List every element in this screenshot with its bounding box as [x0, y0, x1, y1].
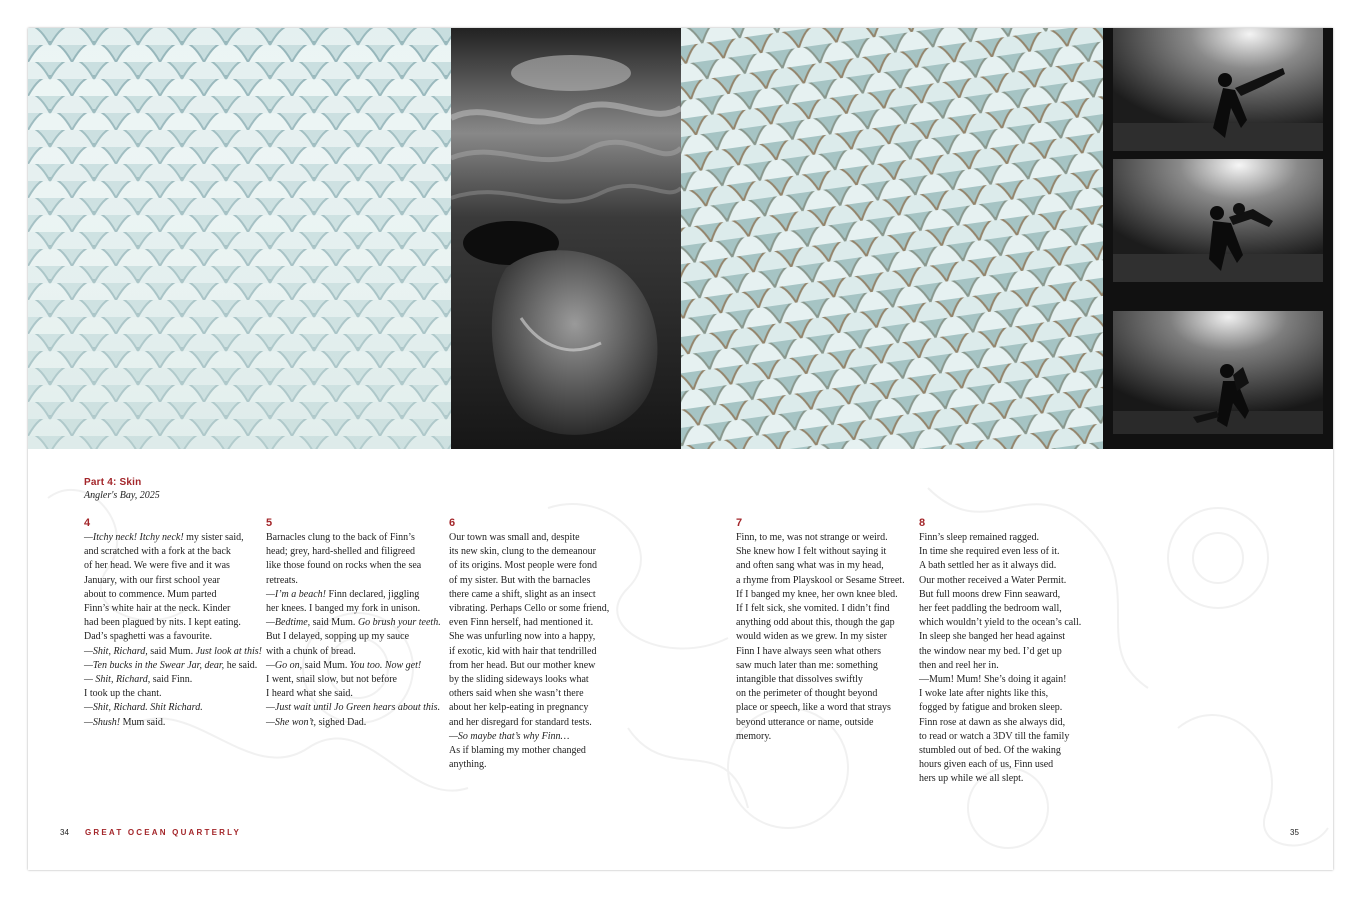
text-line: A bath settled her as it always did. — [919, 560, 1057, 572]
section-title: Part 4: Skin — [84, 477, 142, 488]
column-body — [84, 531, 262, 730]
filmstrip-frame-2 — [1113, 159, 1323, 282]
page-number-right: 35 — [1290, 828, 1299, 837]
text-line: would widen as we grew. In my sister — [736, 631, 887, 643]
text-line: I woke late after nights like this, — [919, 688, 1049, 700]
text-line: fogged by fatigue and broken sleep. — [919, 702, 1063, 714]
text-line: had been plagued by nits. I kept eating. — [84, 617, 241, 629]
fish-scales-photo-left — [28, 28, 451, 449]
text-line: the window near my bed. I’d get up — [919, 645, 1062, 657]
text-line: Finn I have always seen what others — [736, 645, 881, 657]
text-line: saw much later than me: something — [736, 659, 878, 671]
text-line: her feet paddling the bedroom wall, — [919, 603, 1062, 615]
text-line: and her disregard for standard tests. — [449, 716, 592, 728]
text-line: memory. — [736, 730, 772, 742]
underwater-swimmer-photo — [451, 28, 681, 449]
text-line: a rhyme from Playskool or Sesame Street. — [736, 574, 905, 586]
text-line: She knew how I felt without saying it — [736, 546, 887, 558]
text-column-4 — [84, 517, 262, 730]
column-body — [449, 531, 619, 772]
text-line: which wouldn’t yield to the ocean’s call. — [919, 617, 1082, 629]
text-line: Finn rose at dawn as she always did, — [919, 716, 1066, 728]
text-line: Dad’s spaghetti was a favourite. — [84, 631, 213, 643]
text-line: January, with our first school year — [84, 574, 220, 586]
text-line: As if blaming my mother changed — [449, 745, 586, 757]
text-line: on the perimeter of thought beyond — [736, 688, 878, 700]
text-line: In time she required even less of it. — [919, 546, 1060, 558]
text-line: her knees. I banged my fork in unison. — [266, 603, 421, 615]
text-line: —She won’t, sighed Dad. — [266, 716, 367, 728]
text-line: if exotic, kid with hair that tendrilled — [449, 645, 597, 657]
text-line: hours given each of us, Finn used — [919, 759, 1054, 771]
text-line: — Shit, Richard, said Finn. — [84, 674, 193, 686]
text-line: to read or watch a 3DV till the family — [919, 730, 1070, 742]
text-line: retreats. — [266, 574, 298, 586]
text-line: —Shit, Richard, said Mum. Just look at this! — [84, 645, 262, 657]
text-line: anything. — [449, 759, 487, 771]
text-line: I heard what she said. — [266, 688, 353, 700]
text-line: But full moons drew Finn seaward, — [919, 588, 1061, 600]
text-line: like those found on rocks when the sea — [266, 560, 422, 572]
text-line: and scratched with a fork at the back — [84, 546, 231, 558]
text-column-5 — [266, 517, 441, 730]
text-line: Our town was small and, despite — [449, 532, 580, 543]
text-line: She was unfurling now into a happy, — [449, 631, 596, 643]
text-line: of her head. We were five and it was — [84, 560, 230, 572]
text-line: —So maybe that’s why Finn… — [449, 730, 570, 742]
text-line: But I delayed, sopping up my sauce — [266, 631, 410, 643]
text-line: of its origins. Most people were fond — [449, 560, 598, 572]
text-line: —Shush! Mum said. — [84, 716, 166, 728]
text-line: about her kelp-eating in pregnancy — [449, 702, 589, 714]
section-number: 8 — [919, 517, 926, 529]
text-line: from her head. But our mother knew — [449, 659, 596, 671]
text-line: intangible that dissolves swiftly — [736, 674, 863, 686]
text-line: I went, snail slow, but not before — [266, 674, 397, 686]
text-line: —Itchy neck! Itchy neck! my sister said, — [84, 532, 244, 543]
text-line: then and reel her in. — [919, 659, 999, 671]
text-line: —I’m a beach! Finn declared, jiggling — [266, 588, 420, 600]
text-line: —Mum! Mum! She’s doing it again! — [919, 674, 1067, 686]
text-line: If I felt sick, she vomited. I didn’t find — [736, 603, 890, 615]
magazine-spread — [28, 28, 1333, 870]
text-line: stumbled out of bed. Of the waking — [919, 745, 1061, 757]
text-line: anything odd about this, though the gap — [736, 617, 895, 629]
text-line: —Go on, said Mum. You too. Now get! — [266, 659, 422, 671]
text-line: beyond utterance or name, outside — [736, 716, 874, 728]
text-line: of my sister. But with the barnacles — [449, 574, 591, 586]
magazine-title: GREAT OCEAN QUARTERLY — [85, 828, 241, 837]
text-line: —Ten bucks in the Swear Jar, dear, he said. — [84, 659, 258, 671]
section-number: 6 — [449, 517, 456, 529]
section-subtitle: Angler's Bay, 2025 — [84, 490, 160, 501]
text-line: —Just wait until Jo Green hears about this. — [266, 702, 441, 714]
text-column-6 — [449, 517, 619, 772]
column-body — [266, 531, 441, 730]
text-line: Barnacles clung to the back of Finn’s — [266, 532, 415, 543]
fish-scales-photo-right — [681, 28, 1103, 449]
text-line: If I banged my knee, her own knee bled. — [736, 588, 898, 600]
text-line: by the sliding sideways looks what — [449, 674, 589, 686]
text-line: with a chunk of bread. — [266, 645, 356, 657]
text-line: Finn, to me, was not strange or weird. — [736, 532, 888, 543]
text-line: there came a shift, slight as an insect — [449, 588, 596, 600]
text-line: head; grey, hard-shelled and filigreed — [266, 546, 416, 558]
text-line: even Finn herself, had mentioned it. — [449, 617, 594, 629]
page-number-left: 34 — [60, 828, 69, 837]
column-body — [919, 531, 1089, 787]
text-line: others said when she wasn’t there — [449, 688, 584, 700]
text-line: hers up while we all slept. — [919, 773, 1024, 785]
text-line: Our mother received a Water Permit. — [919, 574, 1067, 586]
section-number: 5 — [266, 517, 273, 529]
underwater-filmstrip — [1103, 28, 1333, 449]
text-line: and often sang what was in my head, — [736, 560, 884, 572]
text-line: In sleep she banged her head against — [919, 631, 1066, 643]
section-number: 4 — [84, 517, 91, 529]
text-line: place or speech, like a word that strays — [736, 702, 891, 714]
text-line: Finn’s white hair at the neck. Kinder — [84, 603, 231, 615]
text-line: about to commence. Mum parted — [84, 588, 217, 600]
text-line: its new skin, clung to the demeanour — [449, 546, 596, 558]
text-column-7 — [736, 517, 906, 744]
text-line: —Bedtime, said Mum. Go brush your teeth. — [266, 617, 441, 629]
section-number: 7 — [736, 517, 743, 529]
filmstrip-frame-3 — [1113, 311, 1323, 434]
text-column-8 — [919, 517, 1089, 787]
filmstrip-frame-1 — [1113, 28, 1323, 151]
text-line: I took up the chant. — [84, 688, 162, 700]
text-line: Finn’s sleep remained ragged. — [919, 532, 1039, 543]
column-body — [736, 531, 906, 744]
text-line: —Shit, Richard. Shit Richard. — [84, 702, 203, 714]
text-line: vibrating. Perhaps Cello or some friend, — [449, 603, 610, 615]
